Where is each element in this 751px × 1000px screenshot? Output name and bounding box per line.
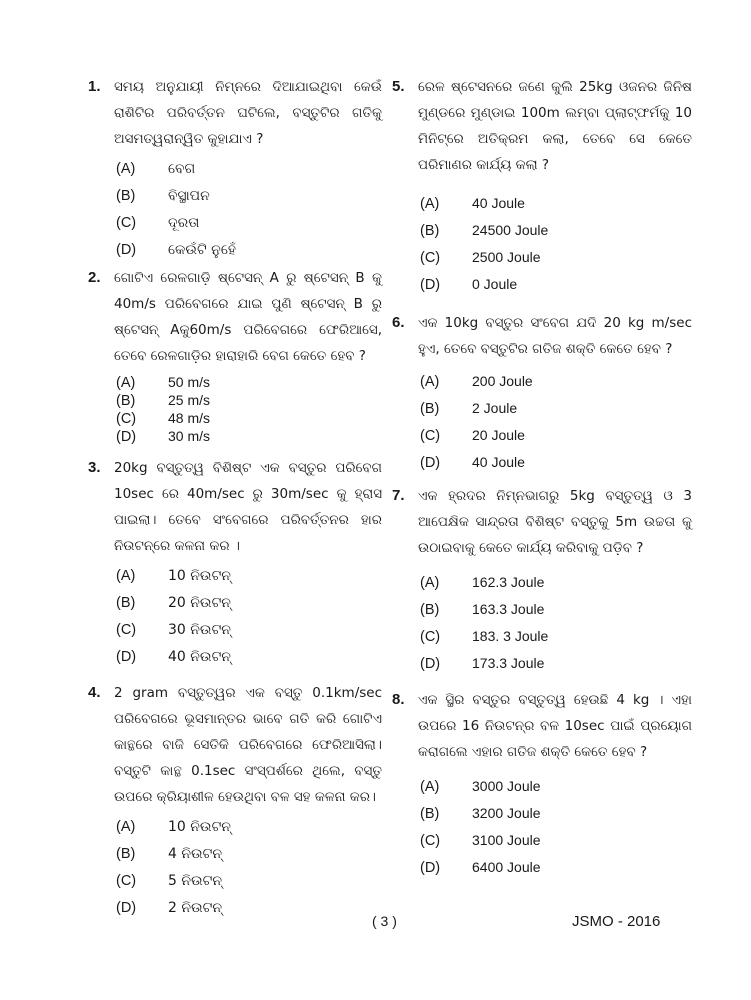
question-text: ଏକ 10kg ବସ୍ତୁର ସଂବେଗ ଯଦି 20 kg m/sec ହୁଏ, ତେବେ ବସ୍ତୁଟିର ଗତିଜ ଶକ୍ତି କେତେ ହେବ ? [418, 315, 692, 357]
page-number: ( 3 ) [372, 913, 397, 929]
left-column [88, 74, 382, 922]
option-label: (A) [420, 575, 440, 591]
option-text: 40 Joule [472, 454, 525, 470]
option-label: (A) [116, 375, 136, 391]
option-text: 2 Joule [472, 400, 518, 416]
question-4 [88, 680, 382, 922]
option-label: (A) [420, 196, 440, 212]
option-label: (B) [116, 393, 136, 409]
option-text: 2 ନିଉଟନ୍ [168, 900, 223, 916]
option-a[interactable] [114, 814, 382, 841]
option-c[interactable] [418, 422, 692, 449]
option-d[interactable] [114, 237, 382, 264]
question-7 [392, 483, 692, 687]
option-text: 10 ନିଉଟନ୍ [168, 568, 231, 584]
question-2 [88, 265, 382, 455]
option-text: 3100 Joule [472, 832, 541, 848]
option-label: (C) [420, 428, 441, 444]
question-number: 1. [88, 78, 101, 95]
option-c[interactable] [418, 623, 692, 650]
options-list [114, 814, 382, 922]
option-c[interactable] [114, 210, 382, 237]
question-number: 4. [88, 684, 101, 701]
option-a[interactable] [114, 563, 382, 590]
option-a[interactable] [114, 156, 382, 183]
option-label: (C) [420, 833, 441, 849]
question-text: ଏକ ହ୍ରଦର ନିମ୍ନଭାଗରୁ 5kg ବସ୍ତୁତ୍ୱ ଓ 3 ଆପେକ୍ଷିକ ସାନ୍ଦ୍ରତା ବିଶିଷ୍ଟ ବସ୍ତୁକୁ 5m ଉଚ୍ଚତା କୁ ଉଠାଇବାକୁ କେତେ କାର୍ଯ୍ୟ କରିବାକୁ ପଡ଼ିବ ? [418, 488, 692, 556]
option-text: 25 m/s [168, 392, 211, 408]
option-text: 163.3 Joule [472, 601, 545, 617]
question-number: 5. [392, 78, 405, 95]
option-label: (C) [420, 250, 441, 266]
question-text: ରେଳ ଷ୍ଟେସନରେ ଜଣେ କୁଲି 25kg ଓଜନର ଜିନିଷ ମୁଣ୍ଡରେ ମୁଣ୍ଡାଇ 100m ଲମ୍ବା ପ୍ଲାଟ୍‌ଫର୍ମକୁ 10 ମିନିଟ୍‌ରେ ଅତିକ୍ରମ କଲା, ତେବେ ସେ କେତେ ପରିମାଣର କାର୍ଯ୍ୟ କଲା ? [418, 79, 692, 173]
option-d[interactable] [418, 271, 692, 298]
option-label: (D) [420, 277, 441, 293]
option-d[interactable] [418, 449, 692, 476]
option-text: 183. 3 Joule [472, 628, 549, 644]
option-d[interactable] [114, 644, 382, 671]
option-text: 40 ନିଉଟନ୍ [168, 649, 231, 665]
option-text: 0 Joule [472, 276, 518, 292]
option-d[interactable] [114, 427, 382, 445]
option-label: (A) [116, 819, 136, 835]
option-label: (B) [420, 602, 440, 618]
option-text: 40 Joule [472, 195, 525, 211]
option-label: (D) [116, 900, 137, 916]
option-label: (A) [420, 374, 440, 390]
options-list [418, 569, 692, 677]
option-text: 30 m/s [168, 428, 211, 444]
options-list [114, 563, 382, 671]
question-number: 2. [88, 269, 101, 286]
option-text: 24500 Joule [472, 222, 549, 238]
option-b[interactable] [418, 395, 692, 422]
option-text: 3000 Joule [472, 778, 541, 794]
option-label: (D) [420, 656, 441, 672]
option-b[interactable] [418, 800, 692, 827]
options-list [418, 190, 692, 298]
options-list [114, 373, 382, 445]
option-label: (B) [420, 223, 440, 239]
option-text: 30 ନିଉଟନ୍ [168, 622, 231, 638]
option-label: (D) [116, 429, 137, 445]
option-b[interactable] [114, 183, 382, 210]
option-text: କେଉଁଟି ନୁହେଁ [168, 242, 236, 258]
option-label: (C) [116, 622, 137, 638]
option-text: ବେଗ [168, 161, 196, 177]
option-b[interactable] [114, 391, 382, 409]
question-1 [88, 74, 382, 265]
question-number: 6. [392, 314, 405, 331]
option-label: (C) [420, 629, 441, 645]
question-text: 2 gram ବସ୍ତୁତ୍ୱର ଏକ ବସ୍ତୁ 0.1km/sec ପରିବେଗରେ ଭୂସମାନ୍ତର ଭାବେ ଗତି କରି ଗୋଟିଏ କାନ୍ଥରେ ବାଜି ସେତିକି ପରିବେଗରେ ଫେରିଆସିଲା। ବସ୍ତୁଟି କାନ୍ଥ 0.1sec ସଂସ୍ପର୍ଶରେ ଥିଲେ, ବସ୍ତୁ ଉପରେ କ୍ରିୟାଶୀଳ ହେଉଥିବା ବଳ ସହ କଳନା କର। [114, 685, 382, 805]
options-list [418, 773, 692, 881]
question-text: ଗୋଟିଏ ରେଳଗାଡ଼ି ଷ୍ଟେସନ୍ A ରୁ ଷ୍ଟେସନ୍ B କୁ 40m/s ପରିବେଗରେ ଯାଇ ପୁଣି ଷ୍ଟେସନ୍ B ରୁ ଷ୍ଟେସନ୍ Aକୁ60m/s ପରିବେଗରେ ଫେରିଆସେ, ତେବେ ରେଳଗାଡ଼ିର ହାରାହାରି ବେଗ କେତେ ହେବ ? [114, 270, 382, 364]
option-b[interactable] [418, 596, 692, 623]
option-text: 4 ନିଉଟନ୍ [168, 846, 223, 862]
option-label: (B) [116, 846, 136, 862]
option-text: 50 m/s [168, 374, 211, 390]
options-list [114, 156, 382, 264]
option-label: (B) [420, 401, 440, 417]
option-label: (B) [420, 806, 440, 822]
question-3 [88, 455, 382, 680]
option-a[interactable] [418, 368, 692, 395]
option-b[interactable] [418, 217, 692, 244]
option-text: 3200 Joule [472, 805, 541, 821]
options-list [418, 368, 692, 476]
option-text: 173.3 Joule [472, 655, 545, 671]
right-column [392, 74, 692, 881]
option-c[interactable] [114, 409, 382, 427]
option-label: (A) [116, 161, 136, 177]
option-text: 6400 Joule [472, 859, 541, 875]
option-d[interactable] [418, 650, 692, 677]
option-label: (D) [116, 242, 137, 258]
option-label: (B) [116, 595, 136, 611]
question-text: ସମୟ ଅନୁଯାୟୀ ନିମ୍ନରେ ଦିଆଯାଇଥିବା କେଉଁ ରାଶିଟିର ପରିବର୍ତ୍ତନ ଘଟିଲେ, ବସ୍ତୁଟିର ଗତିକୁ ଅସମତ୍ୱରାନ୍ୱିତ କୁହାଯାଏ ? [114, 79, 382, 147]
option-b[interactable] [114, 841, 382, 868]
option-label: (A) [420, 779, 440, 795]
option-a[interactable] [114, 373, 382, 391]
option-c[interactable] [114, 868, 382, 895]
option-text: ବିସ୍ଥାପନ [168, 188, 210, 204]
option-d[interactable] [114, 895, 382, 922]
question-number: 7. [392, 487, 405, 504]
option-text: 10 ନିଉଟନ୍ [168, 819, 231, 835]
option-label: (A) [116, 568, 136, 584]
question-5 [392, 74, 692, 310]
option-text: 200 Joule [472, 373, 533, 389]
option-c[interactable] [418, 244, 692, 271]
option-d[interactable] [418, 854, 692, 881]
option-label: (D) [116, 649, 137, 665]
question-number: 3. [88, 459, 101, 476]
option-label: (B) [116, 188, 136, 204]
option-label: (C) [116, 411, 137, 427]
option-text: 20 ନିଉଟନ୍ [168, 595, 231, 611]
option-label: (D) [420, 860, 441, 876]
option-text: 2500 Joule [472, 249, 541, 265]
question-number: 8. [392, 691, 405, 708]
option-text: ଦୂରତା [168, 215, 200, 231]
question-text: ଏକ ସ୍ଥିର ବସ୍ତୁର ବସ୍ତୁତ୍ୱ ହେଉଛି 4 kg । ଏହା ଉପରେ 16 ନିଉଟନ୍‌ର ବଳ 10sec ପାଇଁ ପ୍ରୟୋଗ କରାଗଲେ ଏହାର ଗତିଜ ଶକ୍ତି କେତେ ହେବ ? [418, 692, 692, 760]
option-label: (D) [420, 455, 441, 471]
question-6 [392, 310, 692, 483]
option-c[interactable] [418, 827, 692, 854]
option-b[interactable] [114, 590, 382, 617]
option-a[interactable] [418, 190, 692, 217]
option-c[interactable] [114, 617, 382, 644]
question-text: 20kg ବସ୍ତୁତ୍ୱ ବିଶିଷ୍ଟ ଏକ ବସ୍ତୁର ପରିବେଗ 10sec ରେ 40m/sec ରୁ 30m/sec କୁ ହ୍ରାସ ପାଇଲା। ତେବେ ସଂବେଗରେ ପରିବର୍ତ୍ତନର ହାର ନିଉଟନ୍‌ରେ କଳନା କର । [114, 460, 382, 554]
exam-code: JSMO - 2016 [572, 913, 661, 930]
option-text: 20 Joule [472, 427, 525, 443]
option-label: (C) [116, 215, 137, 231]
option-label: (C) [116, 873, 137, 889]
option-text: 48 m/s [168, 410, 211, 426]
option-text: 162.3 Joule [472, 574, 545, 590]
option-text: 5 ନିଉଟନ୍ [168, 873, 223, 889]
question-8 [392, 687, 692, 881]
option-a[interactable] [418, 569, 692, 596]
option-a[interactable] [418, 773, 692, 800]
